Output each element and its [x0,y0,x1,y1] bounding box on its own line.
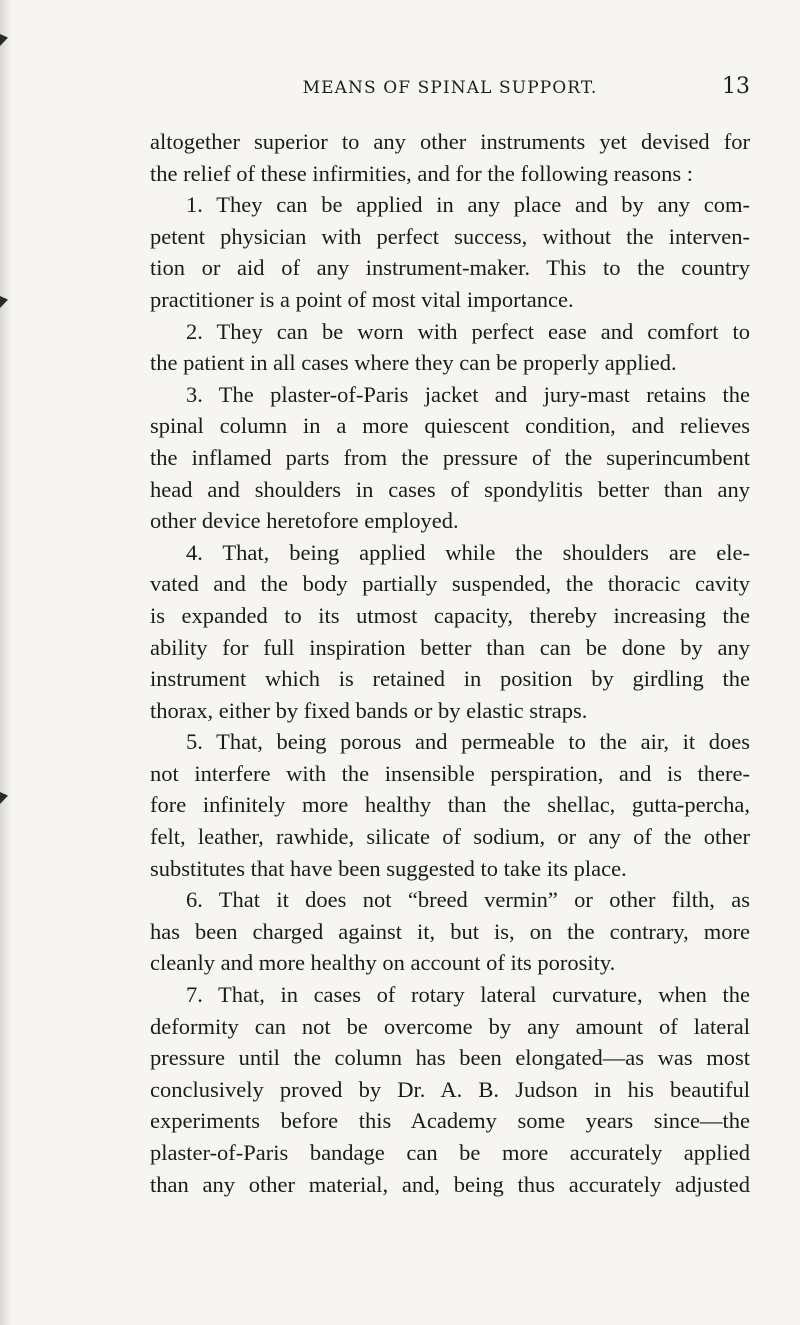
text-line: the relief of these infirmities, and for the following reasons : [150,160,693,186]
text-line: thorax, either by fixed bands or by elastic straps. [150,697,588,723]
text-line: tion or aid of any instrument-maker. This to the country [150,255,750,281]
text-line: cleanly and more healthy on account of its porosity. [150,950,616,976]
text-line: than any other material, and, being thus accurately adjusted [150,1171,750,1197]
text-line: 3. The plaster-of-Paris jacket and jury-mast retains the [186,381,750,407]
text-line: plaster-of-Paris bandage can be more accurately applied [150,1140,750,1165]
text-line: has been charged against it, but is, on the contrary, more [150,918,750,944]
page-header [150,74,750,104]
text-line: 6. That it does not “breed vermin” or other filth, as [186,887,750,913]
text-line: 5. That, being porous and permeable to the air, it does [186,729,750,755]
text-line: substitutes that have been suggested to take its place. [150,855,627,881]
text-line: experiments before this Academy some years since—the [150,1108,750,1134]
text-line: 2. They can be worn with perfect ease and comfort to [186,318,750,344]
text-line: felt, leather, rawhide, silicate of sodium, or any of the other [150,824,750,850]
text-line: fore infinitely more healthy than the shellac, gutta-percha, [150,792,750,818]
text-line: spinal column in a more quiescent condition, and relieves [150,413,750,439]
text-line: not interfere with the insensible perspiration, and is there- [150,760,750,786]
binding-edge [0,0,12,1325]
text-line: pressure until the column has been elongated—as was most [150,1045,750,1071]
text-line: petent physician with perfect success, without the interven- [150,223,750,249]
running-head: MEANS OF SPINAL SUPPORT. [302,78,598,98]
text-line: instrument which is retained in position by girdling the [150,666,750,692]
text-line: practitioner is a point of most vital importance. [150,286,574,312]
body-text [150,126,750,1200]
text-line: vated and the body partially suspended, the thoracic cavity [150,571,750,597]
text-line: 7. That, in cases of rotary lateral curvature, when the [186,982,750,1008]
text-line: 1. They can be applied in any place and by any com- [186,192,750,218]
text-line: head and shoulders in cases of spondylitis better than any [150,476,750,502]
text-line: the patient in all cases where they can be properly applied. [150,350,677,376]
text-line: ability for full inspiration better than can be done by any [150,634,750,660]
text-line: the inflamed parts from the pressure of the superincumbent [150,444,750,470]
text-line: altogether superior to any other instruments yet devised for [150,129,750,154]
page-number: 13 [722,74,750,99]
text-line: 4. That, being applied while the shoulders are ele- [186,539,750,565]
text-line: is expanded to its utmost capacity, thereby increasing the [150,602,750,628]
text-line: conclusively proved by Dr. A. B. Judson in his beautiful [150,1076,750,1102]
text-line: other device heretofore employed. [150,508,459,534]
text-line: deformity can not be overcome by any amount of lateral [150,1013,750,1039]
